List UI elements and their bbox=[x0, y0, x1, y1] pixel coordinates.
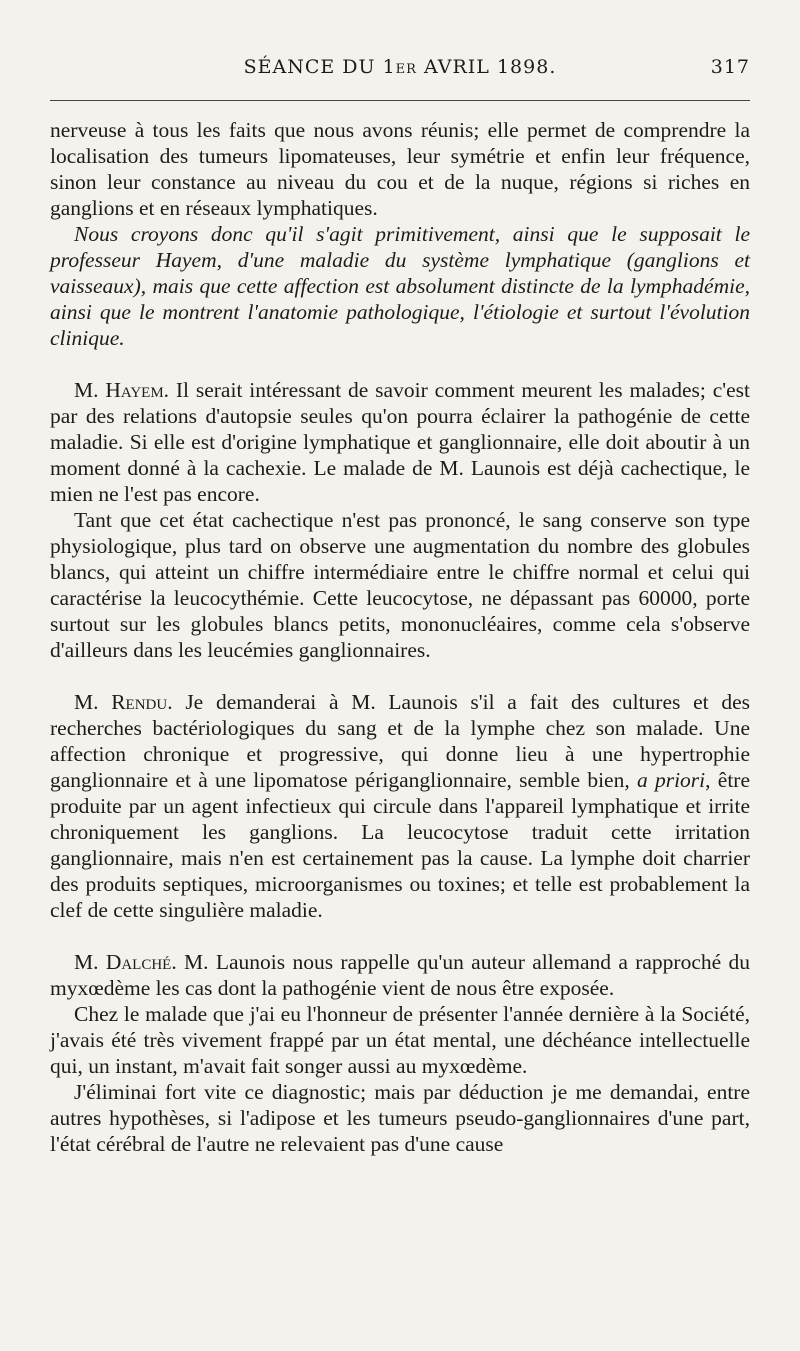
header-title: SÉANCE DU 1er AVRIL 1898. bbox=[243, 56, 557, 78]
header-rule bbox=[50, 100, 750, 101]
paragraph-1: nerveuse à tous les faits que nous avons réunis; elle permet de comprendre la localisation des tumeurs lipomateuses, leur symétrie et enfin leur fréquence, sinon leur constance au niveau du cou et de la nuque, régions si riches en ganglions et en réseaux lymphatiques. bbox=[50, 118, 750, 220]
paragraph-5-rendu bbox=[50, 689, 750, 923]
paragraph-5-italic: a priori bbox=[636, 768, 706, 792]
paragraph-8: J'éliminai fort vite ce diagnostic; mais par déduction je me demandai, entre autres hypothèses, si l'adipose et les tumeurs pseudo-ganglionnaires d'une part, l'état cérébral de l'autre ne relevaient pas d'une cause bbox=[50, 1080, 750, 1156]
paragraph-6-dalche bbox=[50, 949, 750, 1001]
speaker-dalche: M. Dalché. bbox=[74, 950, 177, 974]
paragraph-4: Tant que cet état cachectique n'est pas prononcé, le sang conserve son type physiologique, plus tard on observe une augmentation du nombre des globules blancs, qui atteint un chiffre intermédiaire entre le chiffre normal et celui qui caractérise la leucocythémie. Cette leucocytose, ne dépassant pas 60000, porte surtout sur les globules blancs petits, mononucléaires, comme cela s'observe d'ailleurs dans les leucémies ganglionnaires. bbox=[50, 508, 750, 662]
paragraph-5-text-a: Je demanderai à M. Launois s'il a fait des cultures et des recherches bactériologiques du sang et de la lymphe chez son malade. Une affection chronique et progressive, qui donne lieu à une hypertrophie ganglionnaire et à une lipomatose périganglionnaire, semble bien, bbox=[50, 690, 750, 792]
paragraph-6-text: M. Launois nous rappelle qu'un auteur allemand a rapproché du myxœdème les cas dont la pathogénie vient de nous être exposée. bbox=[50, 950, 750, 1000]
paragraph-2-conclusion: Nous croyons donc qu'il s'agit primitivement, ainsi que le supposait le professeur Hayem, d'une maladie du système lymphatique (ganglions et vaisseaux), mais que cette affection est absolument distincte de la lymphadémie, ainsi que le montrent l'anatomie pathologique, l'étiologie et surtout l'évolution clinique. bbox=[50, 222, 750, 350]
paragraph-3-text: Il serait intéressant de savoir comment meurent les malades; c'est par des relations d'autopsie seules qu'on pourra éclairer la pathogénie de cette maladie. Si elle est d'origine lymphatique et ganglionnaire, elle doit aboutir à un moment donné à la cachexie. Le malade de M. Launois est déjà cachectique, le mien ne l'est pas encore. bbox=[50, 378, 750, 506]
paragraph-5-text-b: , être produite par un agent infectieux qui circule dans l'appareil lymphatique et irrite chroniquement les ganglions. La leucocytose traduit cette irritation ganglionnaire, mais n'en est certainement pas la cause. La lymphe doit charrier des produits septiques, microorganismes ou toxines; et telle est probablement la clef de cette singulière maladie. bbox=[50, 768, 750, 922]
speaker-rendu: M. Rendu. bbox=[74, 690, 173, 714]
page-body bbox=[50, 117, 750, 1157]
paragraph-7: Chez le malade que j'ai eu l'honneur de présenter l'année dernière à la Société, j'avais été très vivement frappé par un état mental, une déchéance intellectuelle qui, un instant, m'avait fait songer aussi au myxœdème. bbox=[50, 1002, 750, 1078]
page-number: 317 bbox=[710, 56, 750, 78]
speaker-hayem: M. Hayem. bbox=[74, 378, 170, 402]
paragraph-3-hayem bbox=[50, 377, 750, 507]
running-header bbox=[50, 56, 750, 86]
